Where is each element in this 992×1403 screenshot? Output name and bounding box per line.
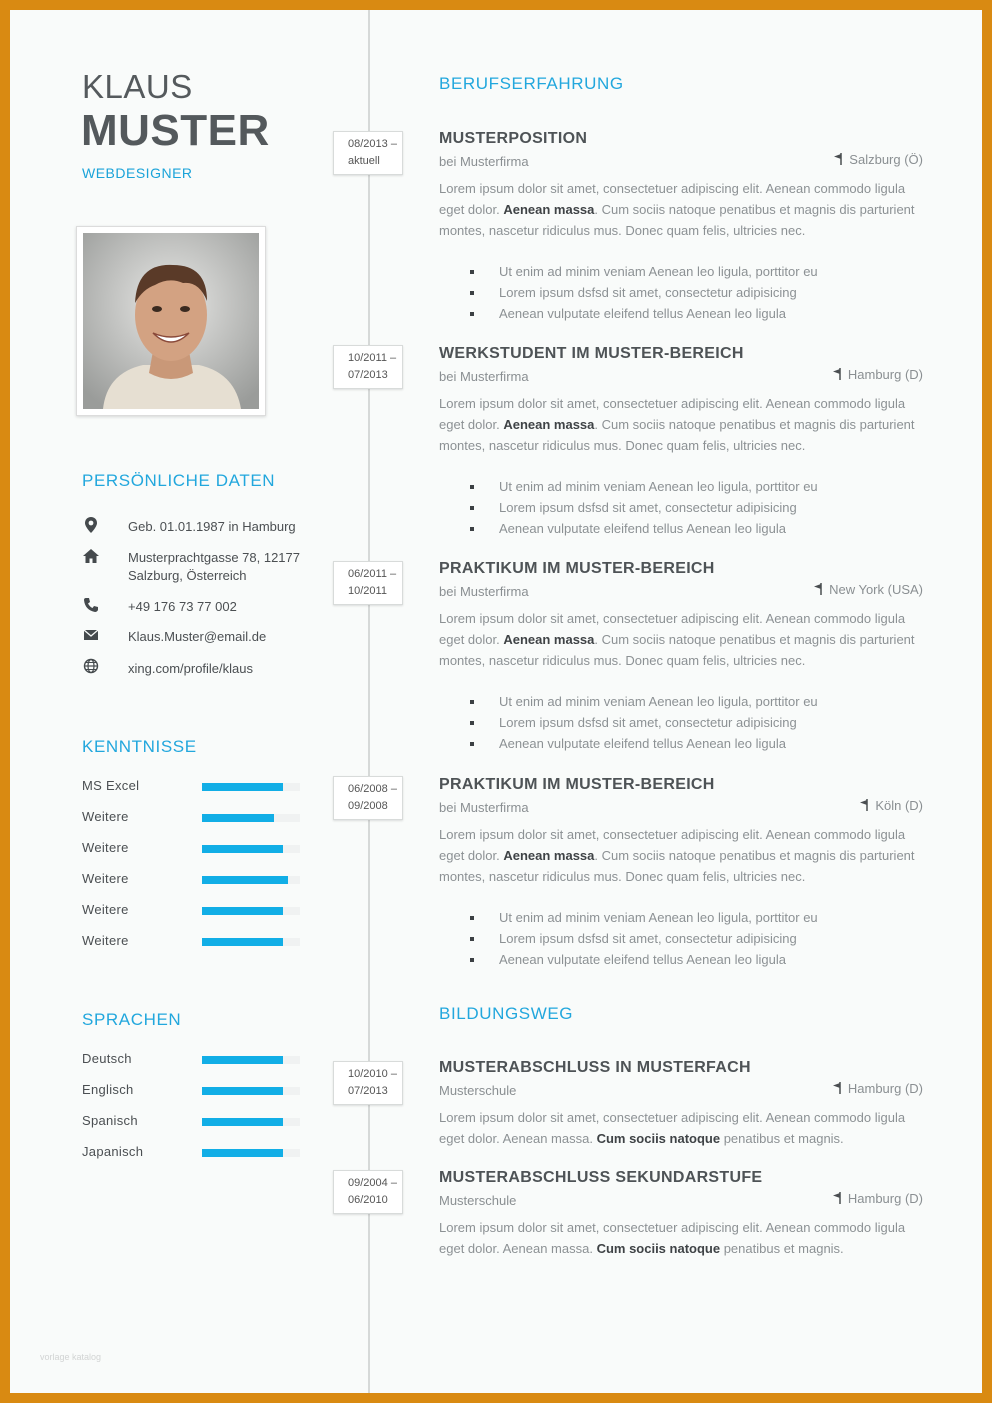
entry-title: MUSTERABSCHLUSS IN MUSTERFACH	[439, 1059, 751, 1076]
date-from: 08/2013 –	[348, 138, 397, 150]
bullet-item: Ut enim ad minim veniam Aenean leo ligula, porttitor eu	[439, 691, 923, 712]
language-bar-fill	[202, 1149, 283, 1157]
entry-location-text: New York (USA)	[829, 582, 923, 597]
envelope-icon	[82, 626, 100, 644]
language-bar-fill	[202, 1087, 283, 1095]
education-entry	[439, 1059, 923, 1149]
job-title: WEBDESIGNER	[82, 165, 193, 181]
education-heading: BILDUNGSWEG	[439, 1004, 574, 1023]
date-box	[333, 561, 403, 605]
entry-description	[439, 1107, 923, 1149]
language-bar	[202, 1056, 300, 1064]
language-bar	[202, 1118, 300, 1126]
date-box	[333, 1061, 403, 1105]
skill-bar-fill	[202, 907, 283, 915]
flag-icon	[832, 1082, 842, 1094]
desc-text: Lorem ipsum dolor sit amet, consectetuer adipiscing elit. Aenean commodo ligula eget dolor.	[439, 611, 906, 647]
last-name: MUSTER	[81, 106, 270, 155]
experience-entry	[439, 776, 923, 970]
first-name: KLAUS	[82, 68, 193, 105]
experience-heading: BERUFSERFAHRUNG	[439, 74, 624, 93]
skill-item	[82, 840, 312, 858]
language-item	[82, 1082, 312, 1100]
entry-company: bei Musterfirma	[439, 584, 529, 599]
language-bar	[202, 1087, 300, 1095]
date-from: 09/2004 –	[348, 1177, 397, 1189]
bullet-item: Lorem ipsum dsfsd sit amet, consectetur adipisicing	[439, 928, 923, 949]
language-item	[82, 1113, 312, 1131]
entry-description	[439, 393, 923, 456]
skill-item	[82, 902, 312, 920]
skill-bar-fill	[202, 938, 283, 946]
entry-title: PRAKTIKUM IM MUSTER-BEREICH	[439, 560, 715, 577]
profile-photo-frame	[76, 226, 266, 416]
bullet-item: Lorem ipsum dsfsd sit amet, consectetur adipisicing	[439, 497, 923, 518]
language-bar-fill	[202, 1118, 283, 1126]
skill-bar-fill	[202, 814, 274, 822]
email-text[interactable]: Klaus.Muster@email.de	[128, 629, 267, 644]
skill-item	[82, 871, 312, 889]
language-label: Spanisch	[82, 1113, 138, 1128]
desc-bold: Cum sociis natoque	[596, 1241, 721, 1256]
date-from: 10/2010 –	[348, 1068, 397, 1080]
desc-text: Lorem ipsum dolor sit amet, consectetuer adipiscing elit. Aenean commodo ligula eget dolor.	[439, 181, 906, 217]
entry-location	[832, 367, 923, 382]
bullet-item: Aenean vulputate eleifend tellus Aenean leo ligula	[439, 733, 923, 754]
entry-location	[832, 1191, 923, 1206]
language-item	[82, 1051, 312, 1069]
address-line2: Salzburg, Österreich	[128, 568, 247, 583]
entry-location-text: Hamburg (D)	[847, 1081, 923, 1096]
skill-item	[82, 933, 312, 951]
skill-bar	[202, 938, 300, 946]
date-box	[333, 345, 403, 389]
bullet-item: Ut enim ad minim veniam Aenean leo ligula, porttitor eu	[439, 261, 923, 282]
desc-bold: Aenean massa	[503, 632, 595, 647]
bullet-item: Ut enim ad minim veniam Aenean leo ligula, porttitor eu	[439, 476, 923, 497]
skill-label: MS Excel	[82, 778, 140, 793]
skill-label: Weitere	[82, 809, 129, 824]
language-label: Englisch	[82, 1082, 134, 1097]
skill-item	[82, 809, 312, 827]
desc-text: penatibus et magnis.	[720, 1131, 844, 1146]
address-line1: Musterprachtgasse 78, 12177	[128, 550, 300, 565]
experience-entry	[439, 345, 923, 539]
date-box	[333, 776, 403, 820]
skill-bar	[202, 907, 300, 915]
profile-photo	[83, 233, 259, 409]
globe-icon	[82, 657, 100, 675]
skills-heading: KENNTNISSE	[82, 737, 197, 756]
date-to: 09/2008	[348, 800, 388, 812]
entry-location	[813, 582, 923, 597]
bullet-list	[439, 261, 923, 324]
skill-bar-fill	[202, 876, 288, 884]
watermark: vorlage katalog	[40, 1352, 102, 1362]
desc-bold: Cum sociis natoque	[596, 1131, 721, 1146]
bullet-list	[439, 691, 923, 754]
skill-bar	[202, 845, 300, 853]
birth-text: Geb. 01.01.1987 in Hamburg	[128, 519, 296, 534]
desc-bold: Aenean massa	[503, 848, 595, 863]
skill-label: Weitere	[82, 933, 129, 948]
desc-text: penatibus et magnis.	[720, 1241, 844, 1256]
bullet-item: Aenean vulputate eleifend tellus Aenean leo ligula	[439, 518, 923, 539]
entry-description	[439, 608, 923, 671]
entry-location-text: Salzburg (Ö)	[849, 152, 923, 167]
desc-text: Lorem ipsum dolor sit amet, consectetuer adipiscing elit. Aenean commodo ligula eget dolor. Aenean massa.	[439, 1110, 906, 1146]
experience-entry	[439, 130, 923, 324]
bullet-item: Lorem ipsum dsfsd sit amet, consectetur adipisicing	[439, 712, 923, 733]
bullet-list	[439, 907, 923, 970]
date-to: 07/2013	[348, 1085, 388, 1097]
web-text[interactable]: xing.com/profile/klaus	[128, 661, 253, 676]
flag-icon	[859, 799, 869, 811]
phone-text: +49 176 73 77 002	[128, 599, 237, 614]
date-from: 06/2011 –	[348, 568, 397, 580]
entry-location-text: Köln (D)	[875, 798, 923, 813]
date-from: 06/2008 –	[348, 783, 397, 795]
entry-location	[859, 798, 923, 813]
desc-text: Lorem ipsum dolor sit amet, consectetuer adipiscing elit. Aenean commodo ligula eget dolor. Aenean massa.	[439, 1220, 906, 1256]
entry-description	[439, 1217, 923, 1259]
language-bar	[202, 1149, 300, 1157]
desc-text: . Cum sociis natoque penatibus et magnis dis parturient montes, nascetur ridiculus mus. Donec quam felis, ultricies nec.	[439, 202, 915, 238]
flag-icon	[813, 583, 823, 595]
entry-company: bei Musterfirma	[439, 369, 529, 384]
resume-page	[10, 10, 982, 1393]
entry-school: Musterschule	[439, 1193, 517, 1208]
entry-description	[439, 178, 923, 241]
entry-location	[833, 152, 923, 167]
date-to: 10/2011	[348, 585, 387, 597]
entry-school: Musterschule	[439, 1083, 517, 1098]
skill-label: Weitere	[82, 871, 129, 886]
date-box	[333, 1170, 403, 1214]
entry-title: MUSTERPOSITION	[439, 130, 588, 147]
entry-title: PRAKTIKUM IM MUSTER-BEREICH	[439, 776, 715, 793]
language-label: Japanisch	[82, 1144, 144, 1159]
languages-heading: SPRACHEN	[82, 1010, 182, 1029]
personal-data-heading: PERSÖNLICHE DATEN	[82, 471, 276, 490]
desc-bold: Aenean massa	[503, 417, 595, 432]
skill-bar-fill	[202, 845, 283, 853]
skill-bar	[202, 814, 300, 822]
bullet-item: Aenean vulputate eleifend tellus Aenean leo ligula	[439, 949, 923, 970]
entry-location-text: Hamburg (D)	[847, 367, 923, 382]
entry-company: bei Musterfirma	[439, 800, 529, 815]
entry-description	[439, 824, 923, 887]
entry-title: MUSTERABSCHLUSS SEKUNDARSTUFE	[439, 1169, 763, 1186]
bullet-list	[439, 476, 923, 539]
desc-text: . Cum sociis natoque penatibus et magnis dis parturient montes, nascetur ridiculus mus. Donec quam felis, ultricies nec.	[439, 848, 915, 884]
education-entry	[439, 1169, 923, 1259]
language-label: Deutsch	[82, 1051, 132, 1066]
flag-icon	[833, 153, 843, 165]
phone-icon	[82, 596, 100, 614]
desc-text: . Cum sociis natoque penatibus et magnis dis parturient montes, nascetur ridiculus mus. Donec quam felis, ultricies nec.	[439, 417, 915, 453]
skill-bar-fill	[202, 783, 283, 791]
flag-icon	[832, 1192, 842, 1204]
date-from: 10/2011 –	[348, 352, 397, 364]
desc-text: . Cum sociis natoque penatibus et magnis dis parturient montes, nascetur ridiculus mus. Donec quam felis, ultricies nec.	[439, 632, 915, 668]
date-to: aktuell	[348, 155, 380, 167]
entry-company: bei Musterfirma	[439, 154, 529, 169]
skill-item	[82, 778, 312, 796]
location-pin-icon	[82, 516, 100, 534]
experience-entry	[439, 560, 923, 754]
date-to: 07/2013	[348, 369, 388, 381]
desc-text: Lorem ipsum dolor sit amet, consectetuer adipiscing elit. Aenean commodo ligula eget dolor.	[439, 827, 906, 863]
language-item	[82, 1144, 312, 1162]
entry-title: WERKSTUDENT IM MUSTER-BEREICH	[439, 345, 744, 362]
bullet-item: Lorem ipsum dsfsd sit amet, consectetur adipisicing	[439, 282, 923, 303]
skill-label: Weitere	[82, 840, 129, 855]
flag-icon	[832, 368, 842, 380]
date-to: 06/2010	[348, 1194, 388, 1206]
entry-location	[832, 1081, 923, 1096]
bullet-item: Ut enim ad minim veniam Aenean leo ligula, porttitor eu	[439, 907, 923, 928]
skill-bar	[202, 783, 300, 791]
bullet-item: Aenean vulputate eleifend tellus Aenean leo ligula	[439, 303, 923, 324]
language-bar-fill	[202, 1056, 283, 1064]
entry-location-text: Hamburg (D)	[847, 1191, 923, 1206]
desc-bold: Aenean massa	[503, 202, 595, 217]
skill-label: Weitere	[82, 902, 129, 917]
skill-bar	[202, 876, 300, 884]
home-icon	[82, 547, 100, 565]
desc-text: Lorem ipsum dolor sit amet, consectetuer adipiscing elit. Aenean commodo ligula eget dolor.	[439, 396, 906, 432]
date-box	[333, 131, 403, 175]
